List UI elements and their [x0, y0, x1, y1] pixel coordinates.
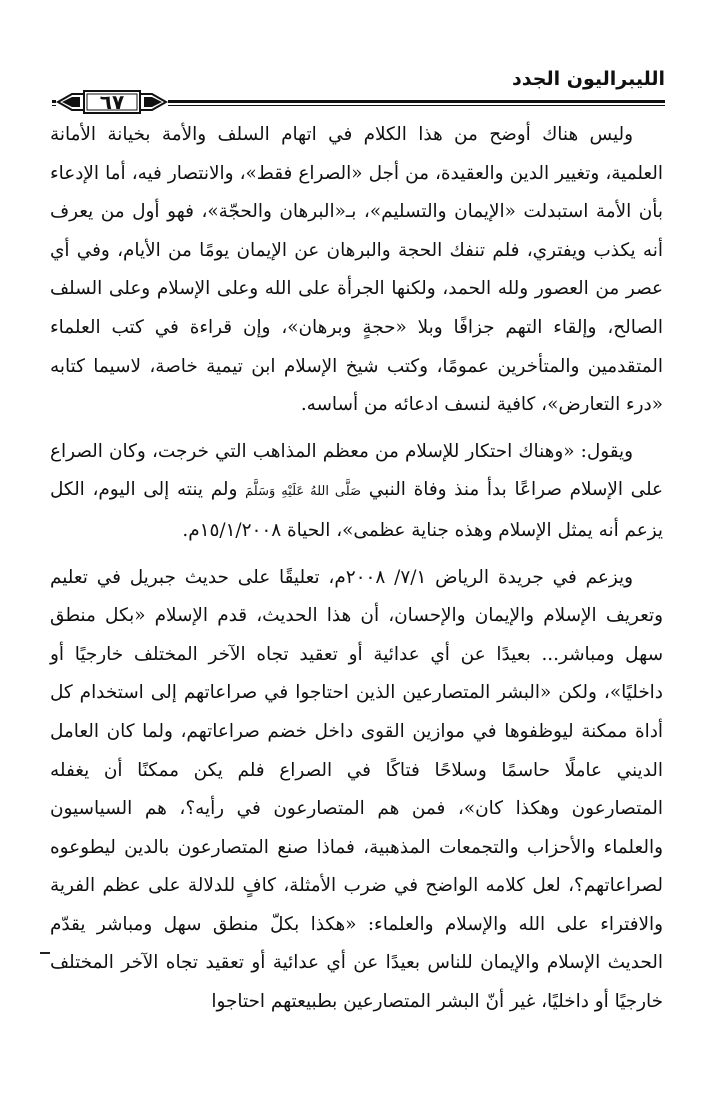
salutation-glyph: صَلَّى اللهُ عَلَيْهِ وَسَلَّمَ: [245, 484, 362, 500]
body-text: [50, 116, 663, 1022]
paragraph-3: ويزعم في جريدة الرياض ٧/١/ ٢٠٠٨م، تعليقًا على حديث جبريل في تعليم وتعريف الإسلام والإيمان والإحسان، أن هذا الحديث، قدم الإسلام «بكل منطق سهل ومباشر... بعيدًا عن أي عدائية أو تعقيد تجاه الآخر المختلف خارجيًا أو داخليًا»، ولكن «البشر المتصارعين الذين احتاجوا في صراعاتهم إلى استخدام كل أداة ممكنة ليوظفوها في موازين القوى داخل خضم صراعاتهم، ولما كان العامل الديني عاملًا حاسمًا وسلاحًا فتاكًا في الصراع فلم يكن ممكنًا أن يغفله المتصارعون وهكذا كان»، فمن هم المتصارعون في رأيه؟، هم السياسيون والعلماء والأحزاب والتجمعات المذهبية، فماذا صنع المتصارعون بالدين ليطوعوه لصراعاتهم؟، لعل كلامه الواضح في ضرب الأمثلة، كافٍ للدلالة على عظم الفرية والافتراء على الله والإسلام والعلماء: «هكذا بكلّ منطق سهل ومباشر يقدّم الحديث الإسلام والإيمان للناس بعيدًا عن أي عدائية أو تعقيد تجاه الآخر المختلف خارجيًا أو داخليًا، غير أنّ البشر المتصارعين بطبيعتهم احتاجوا: [50, 566, 664, 1013]
paragraph-2-text-after: ولم ينته إلى اليوم، الكل يزعم أنه يمثل الإسلام وهذه جناية عظمى»، الحياة ١٥/١/٢٠٠٨م.: [50, 479, 663, 541]
running-header-title: الليبراليون الجدد: [512, 68, 665, 90]
paragraph-2: [50, 433, 663, 551]
paragraph-1: وليس هناك أوضح من هذا الكلام في اتهام السلف والأمة بخيانة الأمانة العلمية، وتغيير الدين والعقيدة، من أجل «الصراع فقط»، والانتصار فيه، أما الإدعاء بأن الأمة استبدلت «الإيمان والتسليم»، بـ«البرهان والحجّة»، فهو أول من يعرف أنه يكذب ويفتري، فلم تنفك الحجة والبرهان عن الإيمان يومًا من الأيام، وفي أي عصر من العصور ولله الحمد، ولكنها الجرأة على الله وعلى الإسلام وعلى السلف الصالح، وإلقاء التهم جزافًا وبلا «حجةٍ وبرهان»، وإن قراءة في كتب العلماء المتقدمين والمتأخرين عمومًا، وكتب شيخ الإسلام ابن تيمية خاصة، لاسيما كتابه «درء التعارض»، كافية لنسف ادعائه من أساسه.: [50, 124, 663, 416]
page-number: ٦٧: [99, 90, 125, 114]
margin-mark: [40, 952, 50, 954]
page-number-frame: [56, 88, 168, 116]
paragraph-2-text-before: ويقول: «وهناك احتكار للإسلام من معظم المذاهب التي خرجت، وكان الصراع على الإسلام صراعًا بدأ منذ وفاة النبي: [50, 440, 664, 501]
